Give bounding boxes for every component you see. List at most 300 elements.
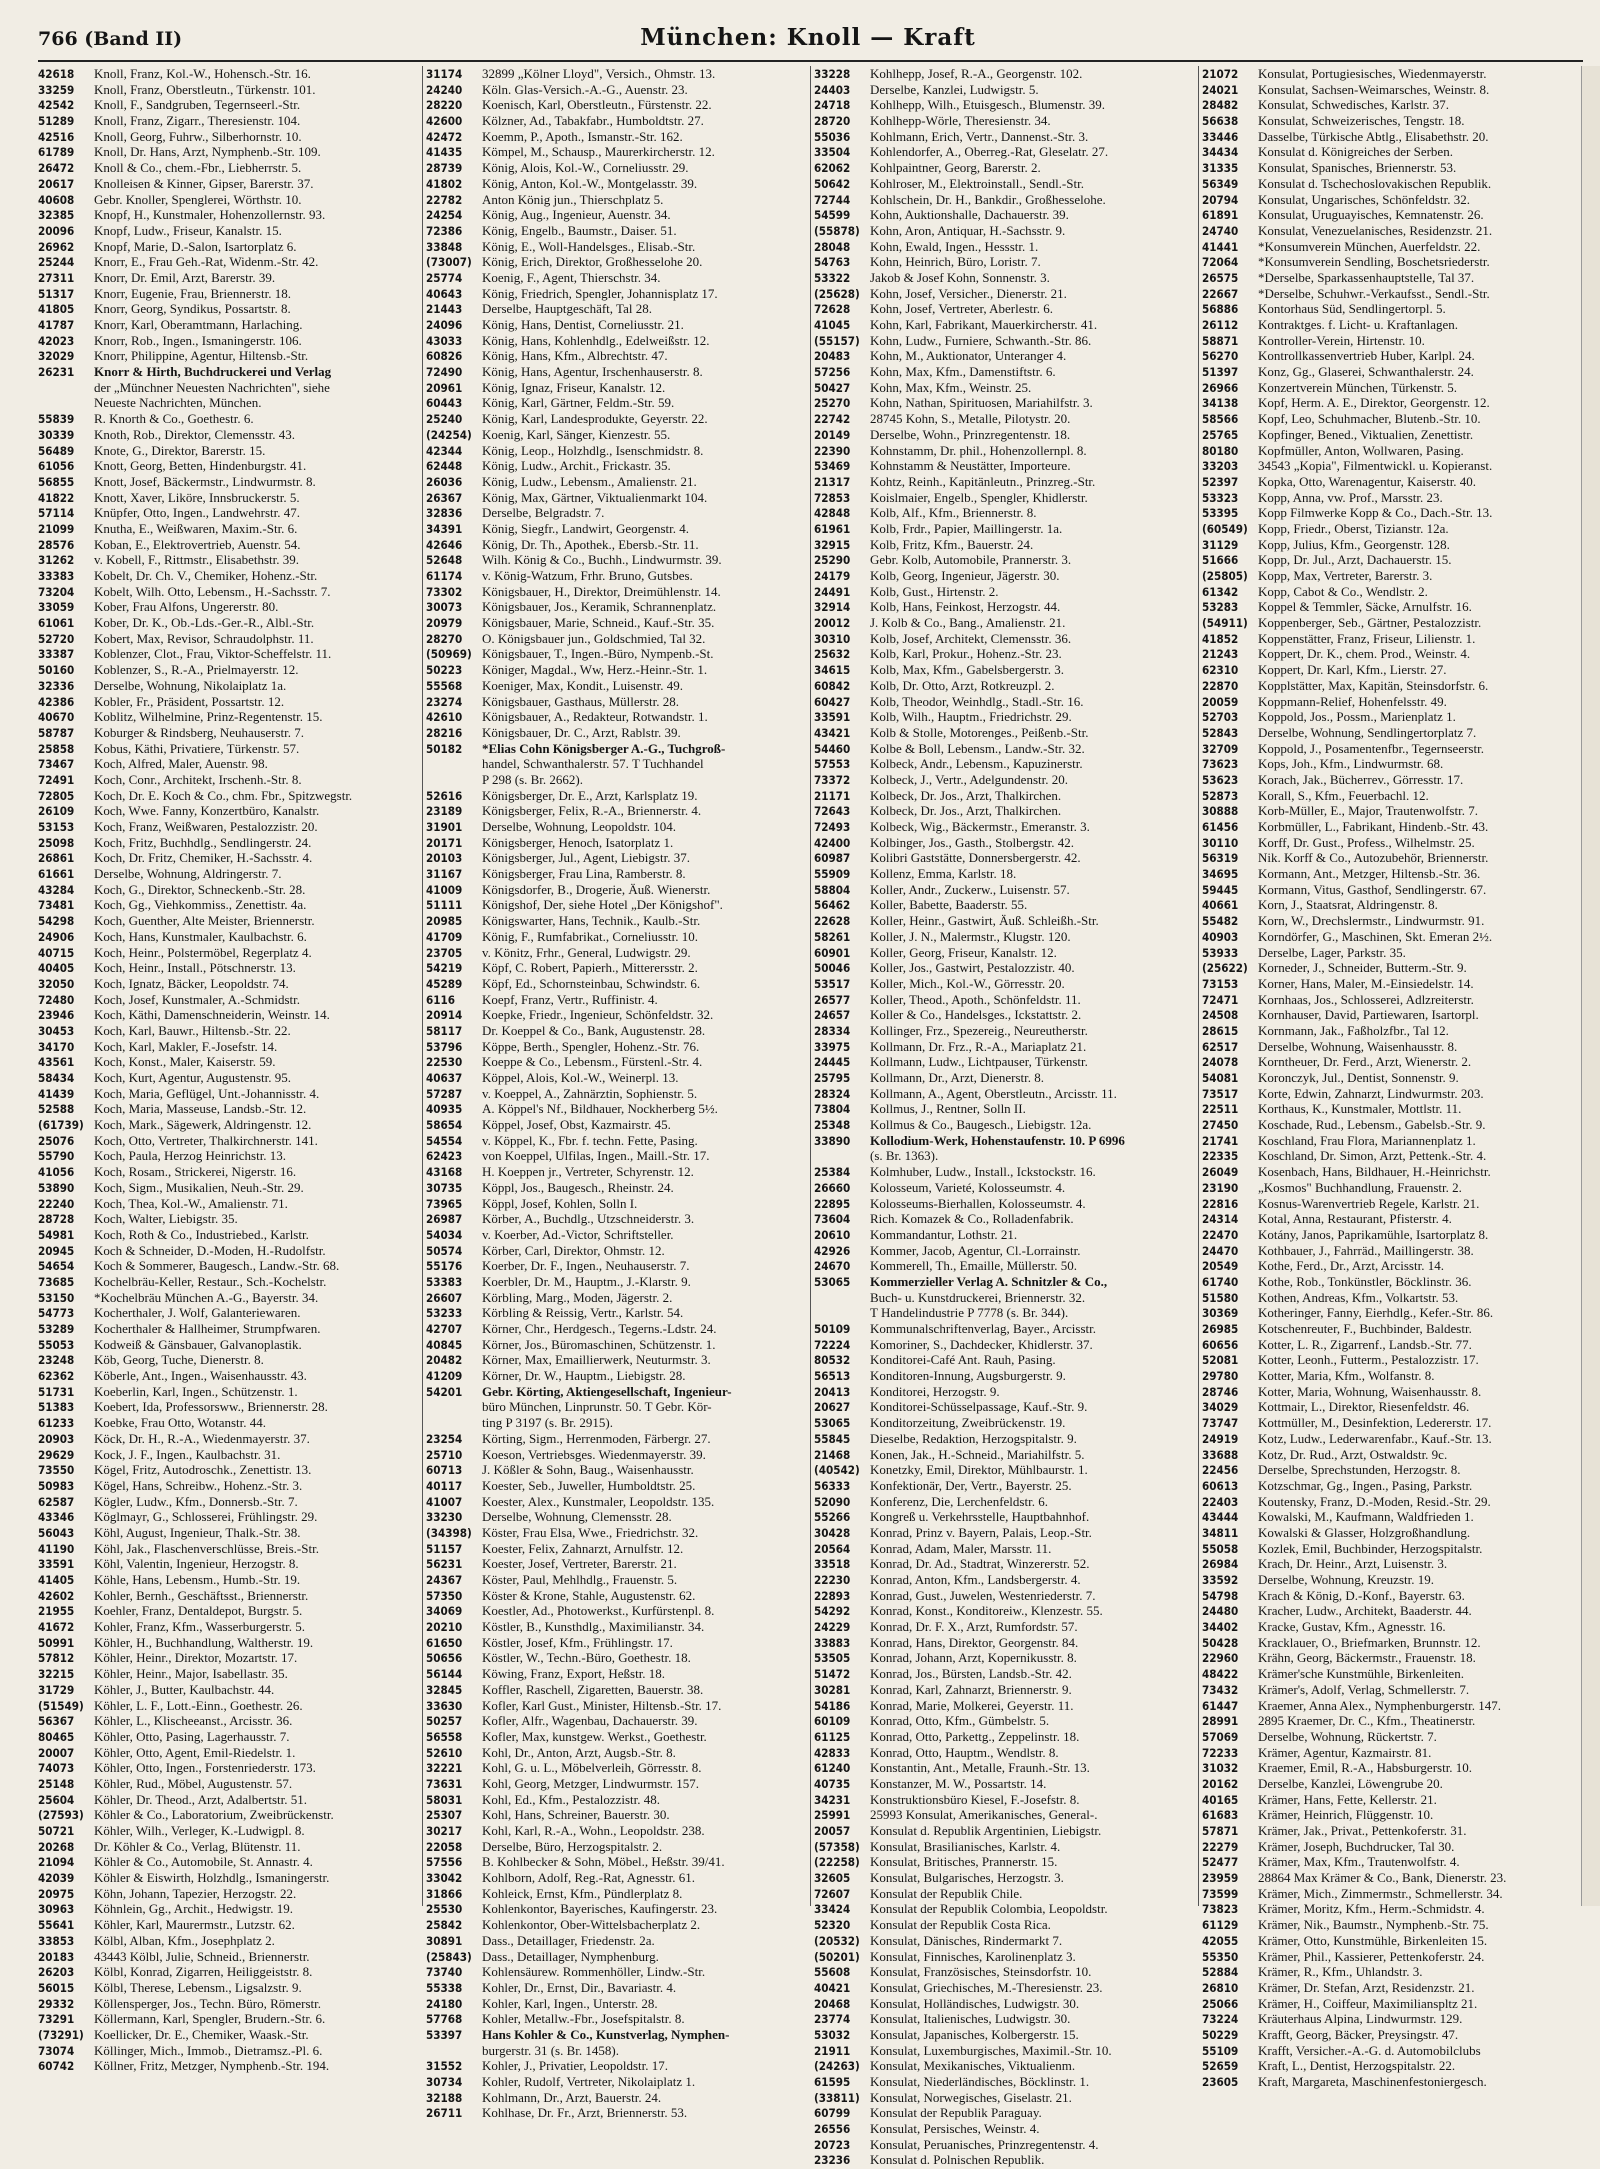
entry-text: Koch & Schneider, D.-Moden, H.-Rudolfstr. <box>94 1242 326 1258</box>
directory-entry <box>426 913 806 929</box>
entry-text: Derselbe, Wohnung, Nikolaiplatz 1a. <box>94 677 287 693</box>
entry-text: Kowalski, M., Kaufmann, Waldfrieden 1. <box>1258 1509 1474 1525</box>
directory-entry <box>38 631 418 647</box>
directory-entry <box>814 537 1194 553</box>
directory-entry <box>426 348 806 364</box>
directory-entry <box>1202 1070 1582 1086</box>
entry-text: König, Hans, Agentur, Irschenhauserstr. 8. <box>482 364 703 380</box>
entry-text: Kopfinger, Bened., Viktualien, Zenettistr. <box>1258 426 1474 442</box>
directory-entry <box>814 913 1194 929</box>
directory-entry <box>38 2027 418 2043</box>
phone-number: 26575 <box>1202 270 1239 285</box>
phone-number: 50160 <box>38 663 75 678</box>
phone-number: 51397 <box>1202 365 1239 380</box>
phone-number: 50656 <box>426 1651 463 1666</box>
phone-number: 73302 <box>426 584 463 599</box>
entry-text: Koch, Heinr., Install., Pötschnerstr. 13. <box>94 960 296 976</box>
directory-entry <box>1202 348 1582 364</box>
phone-number: 72744 <box>814 192 851 207</box>
entry-text: Konferenz, Die, Lerchenfeldstr. 6. <box>870 1493 1048 1509</box>
directory-entry <box>814 694 1194 710</box>
entry-text: Koch, Ignatz, Bäcker, Leopoldstr. 74. <box>94 975 289 991</box>
directory-entry <box>1202 1494 1582 1510</box>
directory-entry <box>814 835 1194 851</box>
directory-entry <box>814 1368 1194 1384</box>
phone-number: 32845 <box>426 1682 463 1697</box>
phone-number: (50201) <box>814 1949 860 1964</box>
entry-text: Knott, Georg, Betten, Hindenburgstr. 41. <box>94 458 307 474</box>
directory-entry <box>38 1854 418 1870</box>
entry-text: Konditorzeitung, Zweibrückenstr. 19. <box>870 1415 1066 1431</box>
phone-number: 23248 <box>38 1353 75 1368</box>
entry-text: Kraft, L., Dentist, Herzogspitalstr. 22. <box>1258 2058 1456 2074</box>
directory-entry <box>38 1917 418 1933</box>
phone-number: 6116 <box>426 992 456 1007</box>
phone-number: 23189 <box>426 804 463 819</box>
phone-number: 33446 <box>1202 129 1239 144</box>
entry-text: Koffler, Raschell, Zigaretten, Bauerstr. 38. <box>482 1681 704 1697</box>
directory-entry <box>426 1525 806 1541</box>
directory-entry <box>1202 1917 1582 1933</box>
entry-text: Koppenberger, Seb., Gärtner, Pestalozzistr. <box>1258 615 1482 631</box>
entry-text: Kollodium-Werk, Hohenstaufenstr. 10. P 6996 <box>870 1132 1125 1148</box>
entry-text: Rich. Komazek & Co., Rolladenfabrik. <box>870 1211 1074 1227</box>
entry-text: Koeberlin, Karl, Ingen., Schützenstr. 1. <box>94 1383 298 1399</box>
phone-number: 62362 <box>38 1369 75 1384</box>
phone-number: 73074 <box>38 2043 75 2058</box>
directory-entry <box>814 1666 1194 1682</box>
entry-text: Kober, Frau Alfons, Ungererstr. 80. <box>94 599 279 615</box>
directory-entry <box>38 1431 418 1447</box>
entry-text: Derselbe, Kanzlei, Ludwigstr. 5. <box>870 81 1039 97</box>
entry-text: König, Ignaz, Friseur, Kanalstr. 12. <box>482 379 666 395</box>
phone-number: (24254) <box>426 427 472 442</box>
phone-number: 32188 <box>426 2090 463 2105</box>
directory-entry <box>426 1352 806 1368</box>
phone-number: 33230 <box>426 1510 463 1525</box>
phone-number: 42400 <box>814 835 851 850</box>
entry-text: König, Karl, Landesprodukte, Geyerstr. 22. <box>482 411 708 427</box>
directory-entry <box>814 1541 1194 1557</box>
phone-number: 20162 <box>1202 1776 1239 1791</box>
directory-entry <box>38 725 418 741</box>
phone-number: 50229 <box>1202 2027 1239 2042</box>
phone-number: 52610 <box>426 1745 463 1760</box>
phone-number: 57069 <box>1202 1729 1239 1744</box>
entry-text: Königswarter, Hans, Technik., Kaulb.-Str. <box>482 913 701 929</box>
phone-number: 27450 <box>1202 1118 1239 1133</box>
directory-entry <box>38 1274 418 1290</box>
directory-entry <box>426 192 806 208</box>
directory-entry <box>426 443 806 459</box>
directory-entry <box>814 160 1194 176</box>
entry-text: Korn, J., Staatsrat, Aldringenstr. 8. <box>1258 897 1438 913</box>
entry-text: Koch, Fritz, Buchhdlg., Sendlingerstr. 24. <box>94 834 312 850</box>
directory-entry <box>1202 1792 1582 1808</box>
phone-number: 23705 <box>426 945 463 960</box>
phone-number: 43346 <box>38 1510 75 1525</box>
phone-number: 61342 <box>1202 584 1239 599</box>
directory-entry <box>426 866 806 882</box>
entry-text: Konsulat d. Polnischen Republik. <box>870 2152 1045 2168</box>
directory-entry <box>1202 835 1582 851</box>
phone-number: 60713 <box>426 1463 463 1478</box>
entry-text: Koch, Conr., Architekt, Irschenh.-Str. 8. <box>94 771 302 787</box>
entry-text: 28745 Kohn, S., Metalle, Pilotystr. 20. <box>870 411 1071 427</box>
entry-text: Koch, Wwe. Fanny, Konzertbüro, Kanalstr. <box>94 803 320 819</box>
phone-number: 58434 <box>38 1071 75 1085</box>
phone-number: 52397 <box>1202 474 1239 489</box>
entry-text: Korthaus, K., Kunstmaler, Mottlstr. 11. <box>1258 1101 1462 1117</box>
entry-text: Konrad, Otto, Kfm., Gümbelstr. 5. <box>870 1713 1050 1729</box>
entry-text: Koebke, Frau Otto, Wotanstr. 44. <box>94 1415 267 1431</box>
phone-number: 73599 <box>1202 1886 1239 1901</box>
directory-entry <box>1202 1603 1582 1619</box>
phone-number: (22258) <box>814 1855 860 1870</box>
directory-entry <box>38 1776 418 1792</box>
directory-entry <box>814 709 1194 725</box>
entry-text: Kohleick, Ernst, Kfm., Pündlerplatz 8. <box>482 1885 683 1901</box>
column-3 <box>814 66 1194 2168</box>
phone-number: 54763 <box>814 255 851 270</box>
phone-number: 60613 <box>1202 1478 1239 1493</box>
entry-text: Kollenz, Emma, Karlstr. 18. <box>870 866 1017 882</box>
phone-number: 31866 <box>426 1886 463 1901</box>
entry-text: Krämer, Moritz, Kfm., Herm.-Schmidstr. 4. <box>1258 1901 1485 1917</box>
phone-number: 33424 <box>814 1902 851 1917</box>
entry-text: Krämer, Heinrich, Flüggenstr. 10. <box>1258 1807 1434 1823</box>
entry-text: Konrad, Anton, Kfm., Landsbergerstr. 4. <box>870 1572 1081 1587</box>
directory-entry <box>1202 1321 1582 1337</box>
phone-number: 61174 <box>426 569 463 583</box>
phone-number: 26367 <box>426 490 463 505</box>
entry-text: Kohlensäurew. Rommenhöller, Lindw.-Str. <box>482 1964 706 1980</box>
entry-text: Köhler, Heinr., Major, Isabellastr. 35. <box>94 1666 288 1682</box>
directory-entry <box>426 1227 806 1243</box>
phone-number: (33811) <box>814 2090 860 2105</box>
directory-entry <box>38 1164 418 1180</box>
phone-number: 24445 <box>814 1055 851 1070</box>
directory-entry <box>814 223 1194 239</box>
phone-number: 61061 <box>38 616 75 631</box>
directory-entry <box>38 1792 418 1808</box>
phone-number: 55350 <box>1202 1949 1239 1964</box>
entry-text: Koenig, Karl, Sänger, Kienzestr. 55. <box>482 426 671 442</box>
entry-text: Koller, J. N., Malermstr., Klugstr. 120. <box>870 928 1071 944</box>
phone-number: 31032 <box>1202 1761 1239 1776</box>
phone-number: 58787 <box>38 725 75 740</box>
entry-text: Kothe, Ferd., Dr., Arzt, Arcisstr. 14. <box>1258 1258 1444 1274</box>
phone-number: 43033 <box>426 333 463 348</box>
directory-entry <box>426 1415 806 1431</box>
entry-text: Korall, S., Kfm., Feuerbachl. 12. <box>1258 787 1429 803</box>
entry-text: König, Karl, Gärtner, Feldm.-Str. 59. <box>482 395 675 411</box>
directory-entry <box>814 144 1194 160</box>
phone-number: 24740 <box>1202 223 1239 238</box>
directory-entry <box>426 1854 806 1870</box>
directory-entry <box>814 662 1194 678</box>
directory-entry <box>1202 1807 1582 1823</box>
directory-entry <box>1202 584 1582 600</box>
phone-number: 50574 <box>426 1243 463 1258</box>
phone-number: 72064 <box>1202 255 1239 270</box>
phone-number: 58261 <box>814 929 851 944</box>
directory-entry <box>814 1509 1194 1525</box>
phone-number: 30073 <box>426 600 463 615</box>
entry-text: Koch, Konst., Maler, Kaiserstr. 59. <box>94 1054 276 1070</box>
phone-number: 73291 <box>38 2012 75 2027</box>
phone-number: 20183 <box>38 1949 75 1964</box>
entry-text: Koestler, Ad., Photowerkst., Kurfürstenpl. 8. <box>482 1603 715 1619</box>
directory-entry <box>814 929 1194 945</box>
directory-entry <box>1202 1478 1582 1494</box>
entry-text: Königsberger, Frau Lina, Ramberstr. 8. <box>482 866 686 882</box>
entry-text: v. Könitz, Frhr., General, Ludwigstr. 29. <box>482 944 691 960</box>
directory-entry <box>814 1337 1194 1353</box>
entry-text: Kohn, Max, Kfm., Damenstiftstr. 6. <box>870 364 1056 380</box>
phone-number: 23605 <box>1202 2075 1239 2089</box>
directory-entry <box>1202 333 1582 349</box>
phone-number: 56367 <box>38 1714 75 1729</box>
phone-number: 43561 <box>38 1055 75 1070</box>
phone-number: 42833 <box>814 1745 851 1760</box>
entry-text: Köhler, Otto, Pasing, Lagerhausstr. 7. <box>94 1728 290 1744</box>
entry-text: Kohn, Max, Kfm., Weinstr. 25. <box>870 379 1032 395</box>
directory-entry <box>1202 364 1582 380</box>
directory-entry <box>38 1949 418 1965</box>
entry-text: König, Ludw., Lebensm., Amalienstr. 21. <box>482 473 697 489</box>
entry-text: Kohler, Karl, Ingen., Unterstr. 28. <box>482 1995 658 2011</box>
phone-number: 22742 <box>814 412 851 427</box>
phone-number: 30110 <box>1202 835 1239 850</box>
phone-number: 61789 <box>38 145 75 160</box>
entry-text: Anton König jun., Thierschplatz 5. <box>482 191 664 207</box>
entry-text: Kolbinger, Jos., Gasth., Stolbergstr. 42. <box>870 834 1074 850</box>
entry-text: Kohlenkontor, Ober-Wittelsbacherplatz 2. <box>482 1917 701 1933</box>
directory-entry <box>426 458 806 474</box>
phone-number: 40715 <box>38 945 75 960</box>
directory-entry <box>38 207 418 223</box>
phone-number: 23274 <box>426 694 463 709</box>
entry-text: Königsberger, Henoch, Isatorplatz 1. <box>482 834 674 850</box>
entry-text: Kögel, Hans, Schreibw., Hohenz.-Str. 3. <box>94 1477 303 1493</box>
phone-number: 28739 <box>426 161 463 176</box>
entry-text: Jakob & Josef Kohn, Sonnenstr. 3. <box>870 269 1050 285</box>
directory-entry <box>814 1525 1194 1541</box>
directory-entry <box>814 976 1194 992</box>
directory-entry <box>426 1290 806 1306</box>
phone-number: (73291) <box>38 2027 84 2042</box>
entry-text: Körber, Carl, Direktor, Ohmstr. 12. <box>482 1242 665 1258</box>
directory-entry <box>426 1839 806 1855</box>
phone-number: 52659 <box>1202 2059 1239 2074</box>
entry-text: Koblenzer, Clot., Frau, Viktor-Scheffelstr. 11. <box>94 646 332 662</box>
phone-number: 32029 <box>38 349 75 364</box>
phone-number: 40165 <box>1202 1792 1239 1807</box>
entry-text: Korn, W., Drechslermstr., Lindwurmstr. 91. <box>1258 913 1485 929</box>
entry-text: Köllensperger, Jos., Techn. Büro, Römerstr. <box>94 1995 322 2011</box>
directory-entry <box>426 1760 806 1776</box>
entry-text: Konsulat der Republik Colombia, Leopoldstr. <box>870 1901 1108 1917</box>
directory-entry <box>426 1541 806 1557</box>
directory-entry <box>814 1776 1194 1792</box>
entry-text: Konsulat, Britisches, Prannerstr. 15. <box>870 1854 1058 1870</box>
directory-entry <box>38 1713 418 1729</box>
entry-text: Konditorei-Café Ant. Rauh, Pasing. <box>870 1352 1056 1368</box>
directory-entry <box>814 2027 1194 2043</box>
phone-number: 55266 <box>814 1510 851 1525</box>
entry-text: Koch, Käthi, Damenschneiderin, Weinstr. 14. <box>94 1007 330 1023</box>
directory-entry <box>1202 192 1582 208</box>
directory-entry <box>814 1305 1194 1321</box>
entry-text: Köppl, Josef, Kohlen, Solln I. <box>482 1195 638 1211</box>
phone-number: 52320 <box>814 1918 851 1933</box>
phone-number: 28720 <box>814 114 851 129</box>
directory-entry <box>38 254 418 270</box>
directory-entry <box>1202 1431 1582 1447</box>
phone-number: 57256 <box>814 365 851 380</box>
phone-number: 62517 <box>1202 1039 1239 1054</box>
directory-entry <box>814 411 1194 427</box>
phone-number: 26231 <box>38 365 75 380</box>
page-number: 766 (Band II) <box>38 28 183 50</box>
phone-number: 20945 <box>38 1243 75 1258</box>
phone-number: 50427 <box>814 380 851 395</box>
directory-entry <box>38 741 418 757</box>
directory-entry <box>426 2090 806 2106</box>
directory-entry <box>426 568 806 584</box>
phone-number: 73604 <box>814 1212 851 1227</box>
directory-entry <box>814 756 1194 772</box>
directory-entry <box>38 1133 418 1149</box>
phone-number: 40405 <box>38 961 75 976</box>
directory-entry <box>814 1870 1194 1886</box>
phone-number: 32915 <box>814 537 851 552</box>
phone-number: 30428 <box>814 1525 851 1540</box>
phone-number: 21099 <box>38 521 75 536</box>
phone-number: 22403 <box>1202 1494 1239 1509</box>
entry-text: Kock, J. F., Ingen., Kaulbachstr. 31. <box>94 1446 281 1462</box>
entry-text: Kolbe & Boll, Lebensm., Landw.-Str. 32. <box>870 740 1085 756</box>
entry-text: Konrad, Dr. F. X., Arzt, Rumfordstr. 57. <box>870 1619 1078 1635</box>
phone-number: 20961 <box>426 380 463 395</box>
entry-text: Köhler, J., Butter, Kaulbachstr. 44. <box>94 1681 275 1697</box>
directory-entry <box>1202 1556 1582 1572</box>
phone-number: (34398) <box>426 1525 472 1540</box>
phone-number: 52477 <box>1202 1855 1239 1870</box>
entry-text: Kohn, Josef, Vertreter, Aberlestr. 6. <box>870 301 1054 317</box>
phone-number: 72490 <box>426 365 463 380</box>
entry-text: Kottmair, L., Direktor, Riesenfeldstr. 46. <box>1258 1399 1470 1415</box>
phone-number: 72493 <box>814 820 851 834</box>
directory-entry <box>38 1650 418 1666</box>
directory-entry <box>1202 286 1582 302</box>
directory-entry <box>1202 913 1582 929</box>
entry-text: Knorr, Georg, Syndikus, Possartstr. 8. <box>94 301 291 317</box>
directory-entry <box>38 270 418 286</box>
entry-text: *Konsumverein München, Auerfeldstr. 22. <box>1258 238 1481 254</box>
entry-text: Kollmus, J., Rentner, Solln II. <box>870 1101 1026 1117</box>
entry-text: Kobert, Max, Revisor, Schraudolphstr. 11. <box>94 630 314 646</box>
phone-number: 54186 <box>814 1698 851 1713</box>
directory-entry <box>426 976 806 992</box>
directory-entry <box>38 1101 418 1117</box>
directory-entry <box>1202 2011 1582 2027</box>
phone-number: 62423 <box>426 1149 463 1164</box>
entry-text: Kräuterhaus Alpina, Lindwurmstr. 129. <box>1258 2011 1463 2027</box>
directory-entry <box>38 1321 418 1337</box>
directory-entry <box>1202 882 1582 898</box>
entry-text: Korndörfer, G., Maschinen, Skt. Emeran 2½. <box>1258 928 1493 944</box>
entry-text: Kontorhaus Süd, Sendlingertorpl. 5. <box>1258 301 1446 317</box>
phone-number: 40643 <box>426 286 463 301</box>
directory-entry <box>426 1494 806 1510</box>
directory-entry <box>38 1290 418 1306</box>
phone-number: 51289 <box>38 114 75 129</box>
directory-entry <box>38 1494 418 1510</box>
entry-text: Köhler, Dr. Theod., Arzt, Adalbertstr. 51. <box>94 1791 307 1807</box>
directory-entry <box>38 1839 418 1855</box>
entry-text: Koch, Guenther, Alte Meister, Briennerstr. <box>94 913 315 929</box>
phone-number: 51472 <box>814 1667 851 1682</box>
entry-text: Koppold, Jos., Possm., Marienplatz 1. <box>1258 709 1456 725</box>
phone-number: 72480 <box>38 992 75 1007</box>
phone-number: 20979 <box>426 616 463 631</box>
phone-number: (24263) <box>814 2059 860 2074</box>
entry-text: 34543 „Kopia", Filmentwickl. u. Kopieranst. <box>1258 458 1493 474</box>
directory-entry <box>814 945 1194 961</box>
phone-number: 28324 <box>814 1086 851 1101</box>
entry-text: König, Siegfr., Landwirt, Georgenstr. 4. <box>482 520 690 536</box>
directory-entry <box>1202 443 1582 459</box>
directory-entry <box>426 929 806 945</box>
entry-text: Buch- u. Kunstdruckerei, Briennerstr. 32. <box>870 1289 1086 1305</box>
directory-entry <box>1202 1415 1582 1431</box>
directory-entry <box>1202 1447 1582 1463</box>
phone-number: 24179 <box>814 569 851 583</box>
phone-number: 53890 <box>38 1180 75 1195</box>
directory-entry <box>814 1760 1194 1776</box>
entry-text: 43443 Kölbl, Julie, Schneid., Briennerstr. <box>94 1948 310 1964</box>
directory-entry <box>1202 1933 1582 1949</box>
directory-entry <box>1202 1572 1582 1588</box>
directory-entry <box>814 66 1194 82</box>
phone-number: (40542) <box>814 1463 860 1478</box>
phone-number: 25765 <box>1202 427 1239 442</box>
entry-text: Kornhauser, David, Partiewaren, Isartorpl. <box>1258 1007 1479 1023</box>
phone-number: 74073 <box>38 1761 75 1776</box>
directory-entry <box>38 756 418 772</box>
directory-entry <box>426 1023 806 1039</box>
phone-number: 32836 <box>426 506 463 521</box>
directory-entry <box>814 1650 1194 1666</box>
directory-entry <box>814 960 1194 976</box>
entry-text: Korff, Dr. Gust., Profess., Wilhelmstr. 25. <box>1258 834 1475 850</box>
directory-entry <box>1202 2027 1582 2043</box>
entry-text: büro München, Linprunstr. 50. T Gebr. Kör- <box>482 1399 712 1415</box>
entry-text: Koeson, Vertriebsges. Wiedenmayerstr. 39. <box>482 1446 706 1462</box>
phone-number: 22782 <box>426 192 463 207</box>
directory-entry <box>1202 1682 1582 1698</box>
directory-entry <box>814 505 1194 521</box>
entry-text: König, Max, Gärtner, Viktualienmarkt 104. <box>482 489 708 505</box>
entry-text: Kothbauer, J., Fahrräd., Maillingerstr. 38. <box>1258 1242 1474 1258</box>
entry-text: Koch, Josef, Kunstmaler, A.-Schmidstr. <box>94 991 301 1007</box>
directory-entry <box>814 1101 1194 1117</box>
phone-number: 53383 <box>426 1274 463 1289</box>
entry-text: H. Koeppen jr., Vertreter, Schyrenstr. 12. <box>482 1164 694 1180</box>
phone-number: 42610 <box>426 710 463 725</box>
